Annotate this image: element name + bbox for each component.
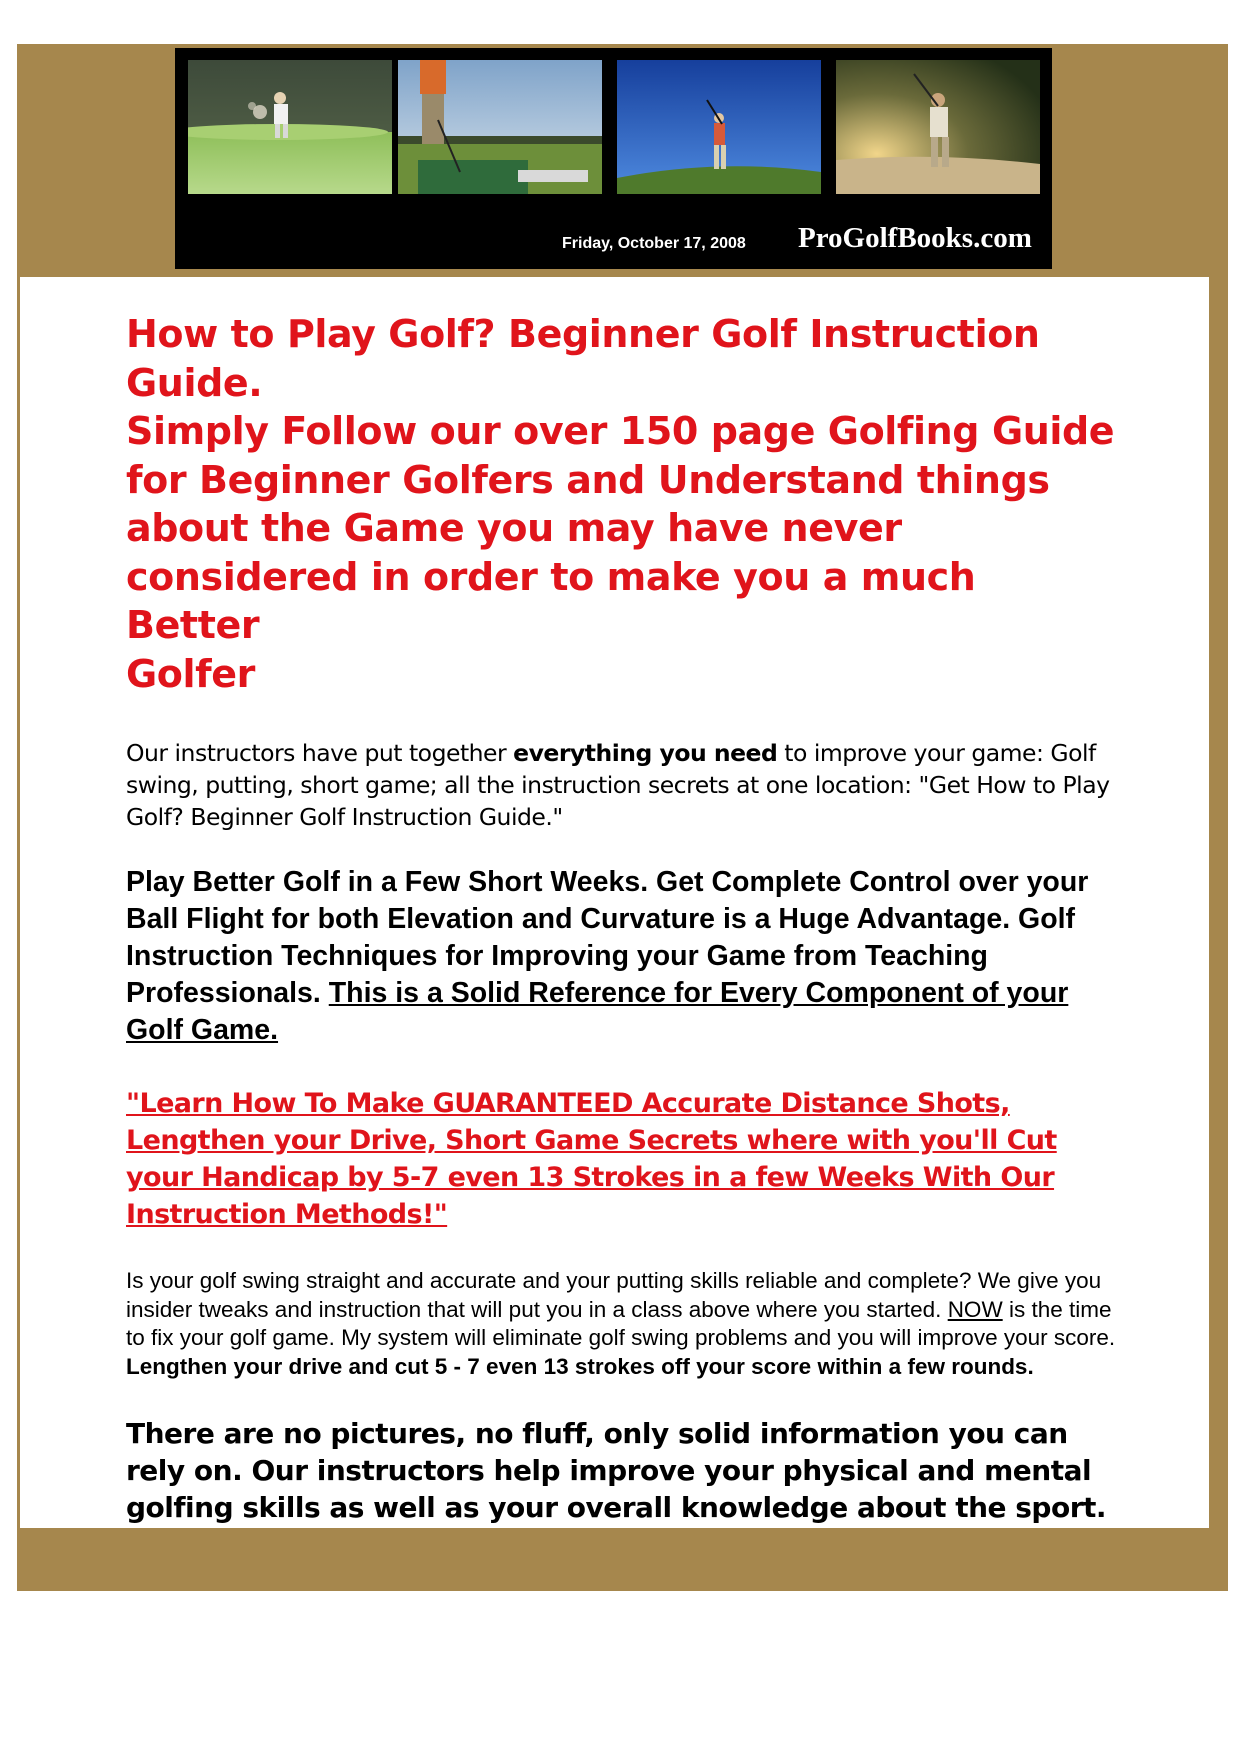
body-text: Is your golf swing straight and accurate and your putting skills reliable and complete? We give you insider tweaks and instruction that will put you in a class above where you started. [126,1268,1102,1322]
page-headline [126,310,1116,698]
headline-line: Golfer [126,651,255,696]
headline-line: Guide. [126,360,263,405]
intro-paragraph [126,737,1116,833]
body-paragraph [126,1267,1116,1381]
body-text-cont: is the time to fix your golf game. My system will eliminate golf swing problems and you will improve your score. [126,1296,1116,1350]
intro-emphasis: everything you need [513,739,778,767]
features-underlined: This is a Solid Reference for Every Component of your Golf Game. [126,977,1069,1046]
intro-text: Our instructors have put together [126,739,514,767]
headline-line: considered in order to make you a much Better [126,554,976,647]
guarantee-quote: "Learn How To Make GUARANTEED Accurate Distance Shots, Lengthen your Drive, Short Game Secrets where with you'll Cut your Handicap by 5-7 even 13 Strokes in a few Weeks With Our Instruction Methods!" [126,1088,1057,1230]
headline-line: How to Play Golf? Beginner Golf Instruction [126,312,1040,356]
golfer-swing-blue-sky-photo [617,60,821,194]
header-banner [175,48,1052,269]
intro-text-end: to improve your game: Golf swing, putting, short game; all the instruction secrets at one location: "Get How to Play Golf? Beginner Golf Instruction Guide." [126,739,1110,831]
features-paragraph [126,864,1116,1049]
body-emphasis: Lengthen your drive and cut 5 - 7 even 13 strokes off your score within a few rounds. [126,1353,1034,1379]
closing-paragraph: There are no pictures, no fluff, only solid information you can rely on. Our instructors help improve your physical and mental golfing skills as well as your overall knowledge about the sport. [126,1417,1107,1524]
main-content [20,277,1209,1528]
headline-line: for Beginner Golfers and Understand things [126,457,1050,502]
features-text: Play Better Golf in a Few Short Weeks. Get Complete Control over your Ball Flight for both Elevation and Curvature is a Huge Advantage. Golf Instruction Techniques for Improving your Game from Teaching Professionals. [126,866,1089,1009]
headline-line: Simply Follow our over 150 page Golfing Guide [126,409,1115,453]
golfer-bunker-shot-photo [188,60,392,194]
golfer-sand-trap-photo [836,60,1040,194]
header-date: Friday, October 17, 2008 [562,235,746,252]
now-emphasis: NOW [947,1296,1003,1322]
site-brand: ProGolfBooks.com [798,222,1032,254]
headline-line: about the Game you may have never [126,506,902,550]
golfer-driving-range-photo [398,60,602,194]
